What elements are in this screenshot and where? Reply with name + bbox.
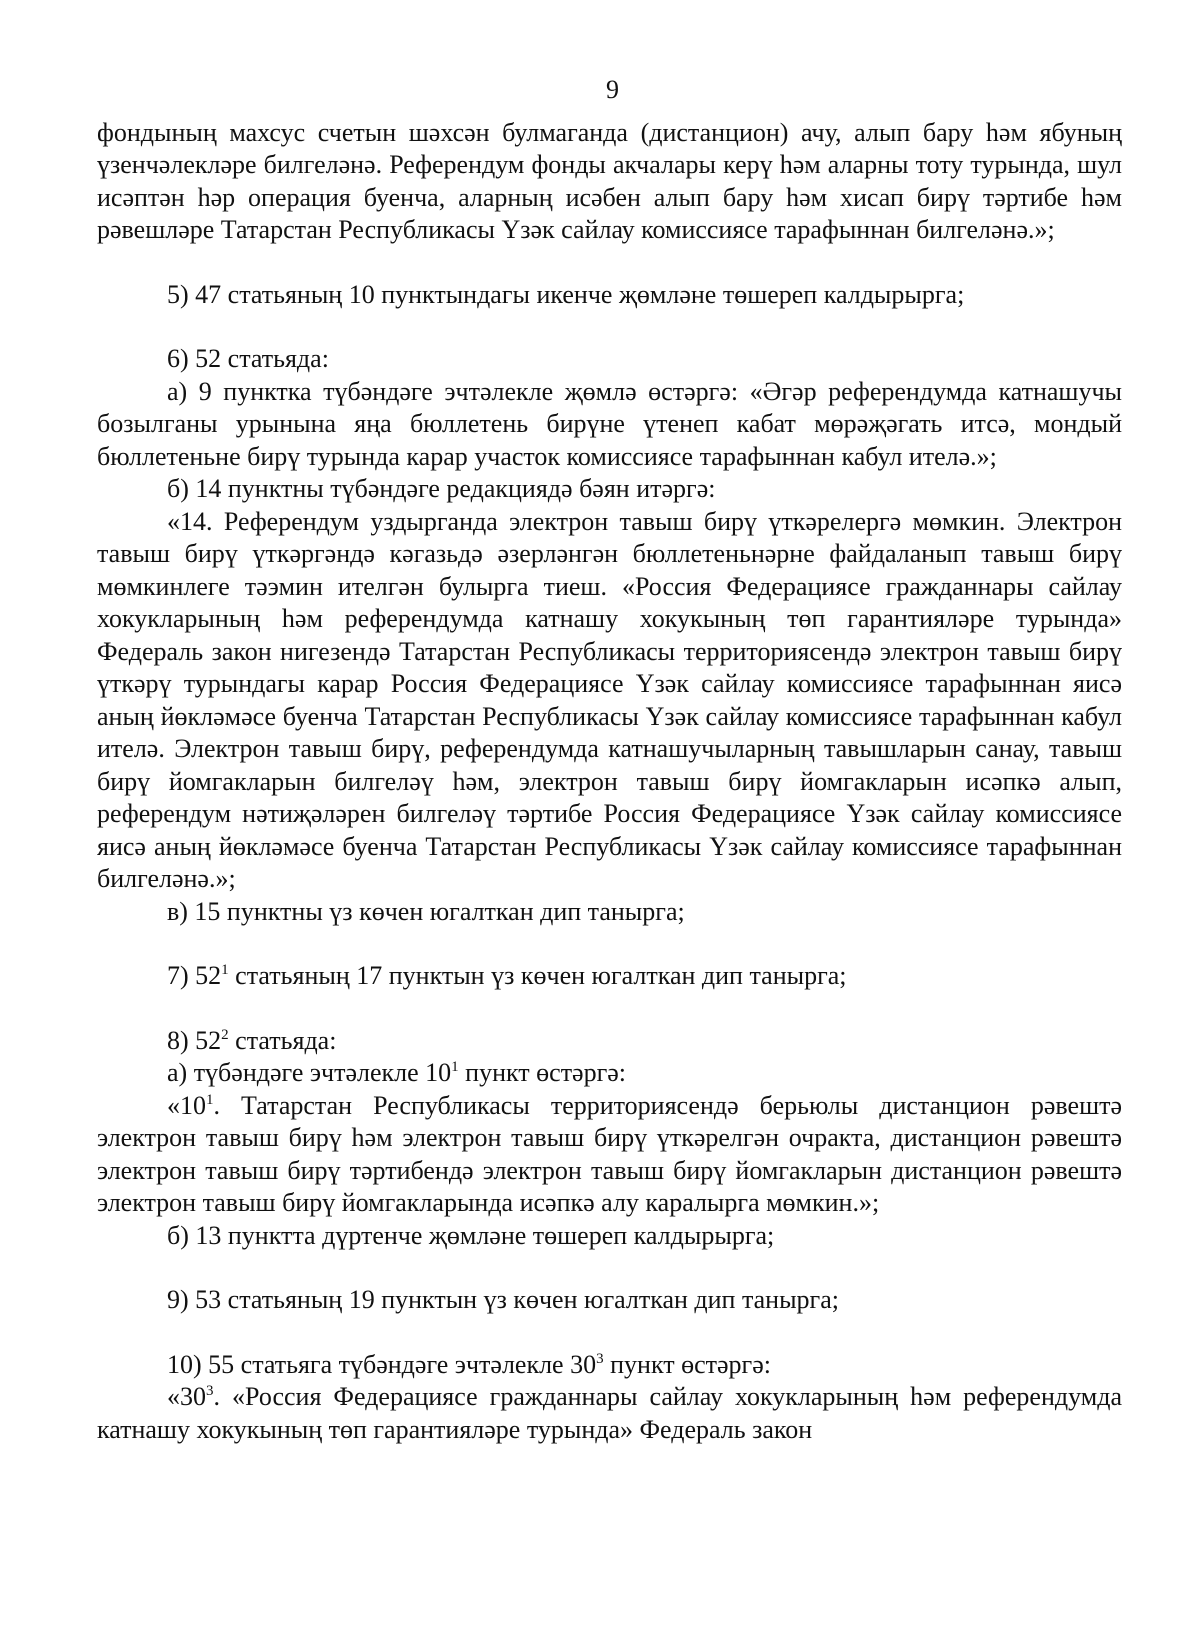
item-9: 9) 53 статьяның 19 пунктын үз көчен югалткан дип танырга; xyxy=(167,1285,839,1314)
item-7 xyxy=(97,960,1122,993)
item-7-superscript: 1 xyxy=(221,962,229,978)
item-10-text-superscript: 3 xyxy=(206,1383,214,1399)
item-10 xyxy=(97,1349,1122,1382)
item-8-lead: 8) 52 xyxy=(167,1025,222,1055)
item-10-lead: 10) 55 статьяга түбәндәге эчтәлекле 30 xyxy=(167,1349,597,1379)
item-8-b: б) 13 пунктта дүртенче җөмләне төшереп калдырырга; xyxy=(167,1220,775,1250)
item-8-superscript: 2 xyxy=(221,1026,229,1043)
item-8-a xyxy=(97,1057,1122,1090)
item-10-text xyxy=(97,1381,1122,1446)
item-8-a-lead: а) түбәндәге эчтәлекле 10 xyxy=(167,1058,452,1087)
item-10-superscript: 3 xyxy=(596,1350,604,1367)
item-6-v: в) 15 пунктны үз көчен югалткан дип танырга; xyxy=(167,896,685,926)
item-10-text-rest: . «Россия Федерациясе гражданнары сайлау хокукларының һәм референдумда катнашу хокукының төп гарантияләре турында» Федераль закон xyxy=(97,1382,1122,1444)
item-6-a: а) 9 пунктка түбәндәге эчтәлекле җөмлә өстәргә: «Әгәр референдумда катнашучы бозылганы урынына яңа бюллетень бирүне үтенеп кабат мөрәҗәгать итсә, мондый бюллетеньне бирү турында карар участок комиссиясе тарафыннан кабул ителә.»; xyxy=(97,376,1122,471)
item-10-rest: пункт өстәргә: xyxy=(603,1349,771,1379)
item-5: 5) 47 статьяның 10 пунктындагы икенче җөмләне төшереп калдырырга; xyxy=(167,279,965,309)
item-8-a-rest: пункт өстәргә: xyxy=(458,1058,627,1087)
item-8-a-text-superscript: 1 xyxy=(206,1091,214,1108)
item-8-rest: статьяда: xyxy=(228,1025,337,1055)
item-8-a-text-rest: . Татарстан Республикасы территориясендә берьюлы дистанцион рәвештә электрон тавыш бирү һәм электрон тавыш бирү үткәрелгән очракта, дистанцион рәвештә электрон тавыш бирү тәртибендә электрон тавыш бирү йомгакларын дистанцион рәвештә электрон тавыш бирү йомгакларында исәпкә алу каралырга мөмкин.»; xyxy=(97,1090,1122,1217)
item-8-a-superscript: 1 xyxy=(451,1059,459,1075)
item-6-b-text: «14. Референдум уздырганда электрон тавыш бирү үткәрелергә мөмкин. Электрон тавыш бирү үткәргәндә кәгазьдә әзерләнгән бюллетеньнәрне файдаланып тавыш бирү мөмкинлеге тәэмин ителгән булырга тиеш. «Россия Федерациясе гражданнары сайлау хокукларының һәм референдумда катнашу хокукының төп гарантияләре турында» Федераль закон нигезендә Татарстан Республикасы территориясендә электрон тавыш бирү үткәрү турындагы карар Россия Федерациясе Үзәк сайлау комиссиясе тарафыннан яисә аның йөкләмәсе буенча Татарстан Республикасы Үзәк сайлау комиссиясе тарафыннан кабул ителә. Электрон тавыш бирү, референдумда катнашучыларның тавышларын санау, тавыш бирү йомгакларын билгеләү һәм, электрон тавыш бирү йомгакларын исәпкә алып, референдум нәтиҗәләрен билгеләү тәртибе Россия Федерациясе Үзәк сайлау комиссиясе яисә аның йөкләмәсе буенча Татарстан Республикасы Үзәк сайлау комиссиясе тарафыннан билгеләнә.»; xyxy=(97,506,1122,893)
item-10-text-lead: «30 xyxy=(167,1382,206,1411)
item-7-lead: 7) 52 xyxy=(167,961,222,990)
item-8 xyxy=(97,1025,1122,1058)
item-8-a-text-lead: «10 xyxy=(167,1090,206,1120)
item-7-rest: статьяның 17 пунктын үз көчен югалткан дип танырга; xyxy=(228,961,847,990)
item-8-a-text xyxy=(97,1090,1122,1220)
paragraph-continuation: фондының махсус счетын шәхсән булмаганда (дистанцион) ачу, алып бару һәм ябуның үзенчәлекләре билгеләнә. Референдум фонды акчалары керү һәм аларны тоту турында, шул исәптән һәр операция буенча, аларның исәбен алып бару һәм хисап бирү тәртибе һәм рәвешләре Татарстан Республикасы Үзәк сайлау комиссиясе тарафыннан билгеләнә.»; xyxy=(97,117,1122,244)
item-6: 6) 52 статьяда: xyxy=(167,344,329,373)
item-6-b: б) 14 пунктны түбәндәге редакциядә бәян итәргә: xyxy=(167,474,716,503)
page-number: 9 xyxy=(606,75,619,104)
